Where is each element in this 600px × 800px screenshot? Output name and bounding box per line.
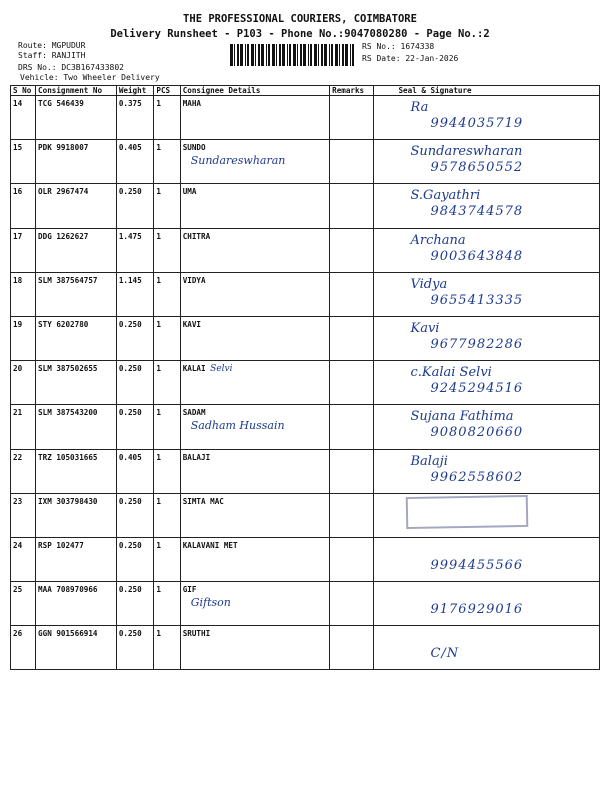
cell-signature — [374, 96, 600, 140]
cell-signature — [374, 316, 600, 360]
cell-consignee — [180, 493, 329, 537]
signature-phone: C/N — [430, 646, 460, 662]
consignee-name: KALAI — [182, 364, 206, 374]
cell-consignment-no: RSP 102477 — [36, 537, 117, 581]
barcode-bar — [331, 44, 333, 66]
cell-remarks — [330, 493, 374, 537]
table-row — [11, 184, 600, 228]
cell-signature — [374, 626, 600, 670]
table-row — [11, 449, 600, 493]
cell-consignee — [180, 272, 329, 316]
barcode-bar — [258, 44, 260, 66]
consignee-name: GIF — [182, 585, 197, 595]
cell-consignee — [180, 140, 329, 184]
cell-consignee — [180, 316, 329, 360]
cell-consignee — [180, 449, 329, 493]
cell-remarks — [330, 537, 374, 581]
signature-handwriting: Vidya — [410, 276, 448, 292]
seal-stamp — [406, 495, 529, 529]
cell-weight: 0.250 — [116, 537, 154, 581]
cell-consignment-no: STY 6202780 — [36, 316, 117, 360]
barcode-bar — [303, 44, 306, 66]
route-label: Route: MGPUDUR — [18, 41, 86, 50]
cell-weight: 0.375 — [116, 96, 154, 140]
cell-weight: 0.250 — [116, 493, 154, 537]
consignee-name: BALAJI — [182, 452, 211, 462]
cell-consignment-no: MAA 708970966 — [36, 582, 117, 626]
cell-consignment-no: GGN 901566914 — [36, 626, 117, 670]
barcode-bar — [268, 44, 270, 66]
barcode-bar — [342, 44, 344, 66]
barcode-bar — [310, 44, 312, 66]
table-header-row — [11, 86, 600, 96]
barcode-bar — [240, 44, 243, 66]
cell-pcs: 1 — [154, 361, 180, 405]
cell-consignee — [180, 184, 329, 228]
consignee-name: SRUTHI — [182, 629, 211, 639]
barcode-bar — [293, 44, 296, 66]
barcode-bar — [339, 44, 340, 66]
runsheet-title: Delivery Runsheet - P103 - Phone No.:9047080280 - Page No.:2 — [110, 28, 490, 40]
cell-pcs: 1 — [154, 582, 180, 626]
barcode-bar — [276, 44, 277, 66]
table-row — [11, 272, 600, 316]
cell-consignment-no: TRZ 105031665 — [36, 449, 117, 493]
cell-sno: 15 — [11, 140, 36, 184]
signature-handwriting: Sujana Fathima — [410, 409, 514, 425]
table-row — [11, 537, 600, 581]
cell-sno: 20 — [11, 361, 36, 405]
cell-pcs: 1 — [154, 228, 180, 272]
barcode-bar — [350, 44, 351, 66]
barcode-bar — [289, 44, 291, 66]
consignee-handwritten-name: Sundareswharan — [190, 154, 286, 168]
cell-consignment-no: DDG 1262627 — [36, 228, 117, 272]
table-row — [11, 96, 600, 140]
staff-label: Staff: RANJITH — [18, 51, 86, 60]
barcode-bar — [335, 44, 338, 66]
table-row — [11, 582, 600, 626]
cell-signature — [374, 537, 600, 581]
signature-handwriting: Balaji — [410, 453, 448, 469]
cell-consignment-no: SLM 387543200 — [36, 405, 117, 449]
barcode-bar — [352, 44, 354, 66]
barcode-bar — [272, 44, 275, 66]
signature-phone: 9176929016 — [430, 602, 524, 618]
cell-weight: 0.250 — [116, 361, 154, 405]
table-row — [11, 493, 600, 537]
cell-remarks — [330, 582, 374, 626]
barcode-bar — [318, 44, 319, 66]
consignee-handwritten-name: Giftson — [190, 596, 231, 610]
signature-phone: 9003643848 — [430, 248, 524, 264]
cell-weight: 0.405 — [116, 449, 154, 493]
cell-remarks — [330, 361, 374, 405]
cell-sno: 14 — [11, 96, 36, 140]
col-header-sno: S No — [11, 86, 36, 96]
cell-sno: 22 — [11, 449, 36, 493]
rs-date-label: RS Date: 22-Jan-2026 — [362, 54, 459, 63]
barcode-bar — [234, 44, 235, 66]
col-header-weight: Weight — [116, 86, 154, 96]
cell-weight: 0.250 — [116, 582, 154, 626]
cell-signature — [374, 140, 600, 184]
consignee-name: SADAM — [182, 408, 206, 418]
signature-phone: 9245294516 — [430, 381, 524, 397]
barcode-bar — [297, 44, 298, 66]
barcode-bar — [279, 44, 281, 66]
cell-signature — [374, 361, 600, 405]
barcode-bar — [261, 44, 264, 66]
cell-sno: 26 — [11, 626, 36, 670]
cell-sno: 18 — [11, 272, 36, 316]
cell-sno: 16 — [11, 184, 36, 228]
consignee-handwritten-name: Sadham Hussain — [190, 419, 285, 433]
company-title: THE PROFESSIONAL COURIERS, COIMBATORE — [183, 13, 417, 25]
cell-weight: 0.405 — [116, 140, 154, 184]
cell-weight: 0.250 — [116, 184, 154, 228]
rs-no-label: RS No.: 1674338 — [362, 42, 435, 51]
cell-remarks — [330, 272, 374, 316]
cell-remarks — [330, 228, 374, 272]
cell-pcs: 1 — [154, 405, 180, 449]
barcode-bar — [329, 44, 330, 66]
cell-weight: 0.250 — [116, 316, 154, 360]
signature-handwriting: Kavi — [410, 320, 440, 336]
cell-consignee — [180, 361, 329, 405]
signature-phone: 9843744578 — [430, 204, 524, 220]
cell-sno: 19 — [11, 316, 36, 360]
barcode-bar — [247, 44, 249, 66]
consignee-name: SUNDO — [182, 143, 206, 153]
cell-remarks — [330, 96, 374, 140]
signature-phone: 9578650552 — [430, 160, 524, 176]
cell-pcs: 1 — [154, 96, 180, 140]
consignee-handwritten-note: Selvi — [210, 364, 233, 375]
barcode-bar — [345, 44, 348, 66]
barcode-bar — [324, 44, 327, 66]
cell-consignee — [180, 228, 329, 272]
cell-consignment-no: OLR 2967474 — [36, 184, 117, 228]
cell-weight: 1.145 — [116, 272, 154, 316]
consignee-name: VIDYA — [182, 275, 206, 285]
cell-pcs: 1 — [154, 626, 180, 670]
cell-pcs: 1 — [154, 449, 180, 493]
barcode-bar — [314, 44, 317, 66]
barcode-bar — [287, 44, 288, 66]
barcode-bar — [237, 44, 239, 66]
table-row — [11, 361, 600, 405]
cell-pcs: 1 — [154, 316, 180, 360]
signature-phone: 9944035719 — [430, 116, 524, 131]
cell-remarks — [330, 449, 374, 493]
cell-consignment-no: TCG 546439 — [36, 96, 117, 140]
cell-consignee — [180, 582, 329, 626]
barcode-bar — [230, 44, 233, 66]
signature-handwriting: Archana — [410, 232, 466, 248]
barcode-bar — [266, 44, 267, 66]
cell-consignee — [180, 537, 329, 581]
cell-weight: 1.475 — [116, 228, 154, 272]
consignee-name: MAHA — [182, 99, 202, 108]
barcode-bar — [251, 44, 254, 66]
cell-signature — [374, 228, 600, 272]
consignee-name: KAVI — [182, 319, 202, 329]
signature-handwriting: Sundareswharan — [410, 144, 523, 160]
table-row — [11, 140, 600, 184]
cell-consignee — [180, 405, 329, 449]
barcode-bar — [308, 44, 309, 66]
drs-label: DRS No.: DC3B167433802 — [18, 63, 124, 72]
cell-pcs: 1 — [154, 537, 180, 581]
table-row — [11, 316, 600, 360]
cell-pcs: 1 — [154, 272, 180, 316]
signature-handwriting: Ra — [410, 100, 429, 115]
table-row — [11, 626, 600, 670]
cell-pcs: 1 — [154, 493, 180, 537]
cell-signature — [374, 582, 600, 626]
cell-signature — [374, 493, 600, 537]
cell-signature — [374, 449, 600, 493]
cell-sno: 17 — [11, 228, 36, 272]
signature-phone: 9994455566 — [430, 557, 524, 573]
cell-remarks — [330, 140, 374, 184]
signature-phone: 9677982286 — [430, 336, 524, 352]
cell-remarks — [330, 405, 374, 449]
cell-signature — [374, 272, 600, 316]
cell-pcs: 1 — [154, 140, 180, 184]
col-header-signature: Seal & Signature — [374, 86, 600, 96]
col-header-pcs: PCS — [154, 86, 180, 96]
consignee-name: SIMTA MAC — [182, 496, 224, 506]
barcode-bar — [282, 44, 285, 66]
cell-remarks — [330, 626, 374, 670]
consignee-name: KALAVANI MET — [182, 540, 238, 550]
cell-sno: 21 — [11, 405, 36, 449]
cell-consignee — [180, 626, 329, 670]
cell-sno: 25 — [11, 582, 36, 626]
cell-consignment-no: IXM 303798430 — [36, 493, 117, 537]
barcode-image — [230, 44, 356, 66]
col-header-consignee: Consignee Details — [180, 86, 329, 96]
signature-handwriting: S.Gayathri — [410, 188, 481, 204]
cell-remarks — [330, 316, 374, 360]
cell-consignment-no: SLM 387564757 — [36, 272, 117, 316]
barcode-bar — [245, 44, 246, 66]
cell-signature — [374, 405, 600, 449]
consignee-name: UMA — [182, 187, 197, 197]
cell-pcs: 1 — [154, 184, 180, 228]
cell-signature — [374, 184, 600, 228]
cell-weight: 0.250 — [116, 626, 154, 670]
cell-consignment-no: SLM 387502655 — [36, 361, 117, 405]
consignee-name: CHITRA — [182, 231, 211, 241]
signature-phone: 9080820660 — [430, 425, 524, 441]
barcode-bar — [300, 44, 302, 66]
runsheet-table — [10, 85, 600, 670]
cell-sno: 24 — [11, 537, 36, 581]
cell-sno: 23 — [11, 493, 36, 537]
signature-phone: 9962558602 — [430, 469, 524, 485]
cell-consignment-no: PDK 9918007 — [36, 140, 117, 184]
table-row — [11, 228, 600, 272]
barcode-bar — [255, 44, 256, 66]
cell-consignee — [180, 96, 329, 140]
barcode-bar — [321, 44, 323, 66]
signature-handwriting: c.Kalai Selvi — [410, 365, 492, 381]
col-header-consignment: Consignment No — [36, 86, 117, 96]
cell-remarks — [330, 184, 374, 228]
table-row — [11, 405, 600, 449]
signature-phone: 9655413335 — [430, 292, 524, 308]
vehicle-label: Vehicle: Two Wheeler Delivery — [20, 73, 160, 82]
col-header-remarks: Remarks — [330, 86, 374, 96]
cell-weight: 0.250 — [116, 405, 154, 449]
